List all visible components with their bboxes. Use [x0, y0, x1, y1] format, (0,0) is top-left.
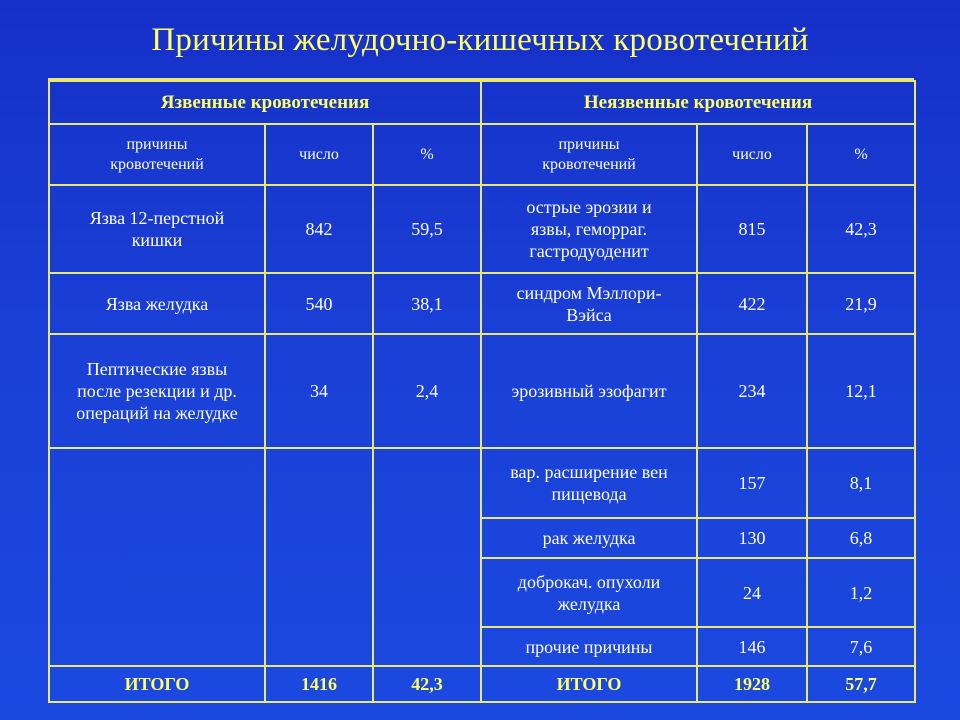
non-ulcer-percent: 6,8 [807, 518, 915, 558]
ulcer-count: 842 [265, 185, 373, 273]
ulcer-percent: 2,4 [373, 334, 481, 448]
non-ulcer-cause: вар. расширение вен пищевода [481, 448, 697, 518]
header-percent-non-ulcer: % [807, 124, 915, 185]
column-header-row [49, 124, 915, 185]
non-ulcer-cause: синдром Мэллори- Вэйса [481, 273, 697, 334]
non-ulcer-percent: 42,3 [807, 185, 915, 273]
header-count-non-ulcer: число [697, 124, 807, 185]
total-percent-ulcer: 42,3 [373, 666, 481, 702]
header-cause-ulcer: причины кровотечений [49, 124, 265, 185]
non-ulcer-count: 422 [697, 273, 807, 334]
ulcer-cause: Пептические язвы после резекции и др. операций на желудке [49, 334, 265, 448]
non-ulcer-cause: рак желудка [481, 518, 697, 558]
total-percent-non-ulcer: 57,7 [807, 666, 915, 702]
table-row [49, 185, 915, 273]
non-ulcer-count: 146 [697, 627, 807, 666]
header-count-ulcer: число [265, 124, 373, 185]
header-percent-ulcer: % [373, 124, 481, 185]
ulcer-cause: Язва желудка [49, 273, 265, 334]
ulcer-count: 34 [265, 334, 373, 448]
ulcer-percent: 38,1 [373, 273, 481, 334]
bleeding-causes-table [48, 80, 916, 703]
non-ulcer-cause: доброкач. опухоли желудка [481, 558, 697, 627]
table-row [49, 448, 915, 518]
non-ulcer-count: 130 [697, 518, 807, 558]
non-ulcer-cause: острые эрозии и язвы, геморраг. гастродуоденит [481, 185, 697, 273]
ulcer-cause: Язва 12-перстной кишки [49, 185, 265, 273]
ulcer-percent: 59,5 [373, 185, 481, 273]
total-count-non-ulcer: 1928 [697, 666, 807, 702]
page-title: Причины желудочно-кишечных кровотечений [151, 22, 809, 58]
non-ulcer-percent: 7,6 [807, 627, 915, 666]
non-ulcer-percent: 1,2 [807, 558, 915, 627]
section-ulcer: Язвенные кровотечения [49, 81, 481, 124]
section-non-ulcer: Неязвенные кровотечения [481, 81, 915, 124]
ulcer-count: 540 [265, 273, 373, 334]
non-ulcer-percent: 8,1 [807, 448, 915, 518]
non-ulcer-cause: прочие причины [481, 627, 697, 666]
total-label-non-ulcer: ИТОГО [481, 666, 697, 702]
table-row [49, 334, 915, 448]
non-ulcer-cause: эрозивный эзофагит [481, 334, 697, 448]
section-header-row [49, 81, 915, 124]
non-ulcer-count: 234 [697, 334, 807, 448]
non-ulcer-percent: 12,1 [807, 334, 915, 448]
non-ulcer-count: 815 [697, 185, 807, 273]
empty-ulcer-cause [49, 448, 265, 666]
empty-ulcer-percent [373, 448, 481, 666]
header-cause-non-ulcer: причины кровотечений [481, 124, 697, 185]
total-label-ulcer: ИТОГО [49, 666, 265, 702]
table-row [49, 273, 915, 334]
totals-row [49, 666, 915, 702]
non-ulcer-count: 157 [697, 448, 807, 518]
total-count-ulcer: 1416 [265, 666, 373, 702]
non-ulcer-count: 24 [697, 558, 807, 627]
empty-ulcer-count [265, 448, 373, 666]
non-ulcer-percent: 21,9 [807, 273, 915, 334]
